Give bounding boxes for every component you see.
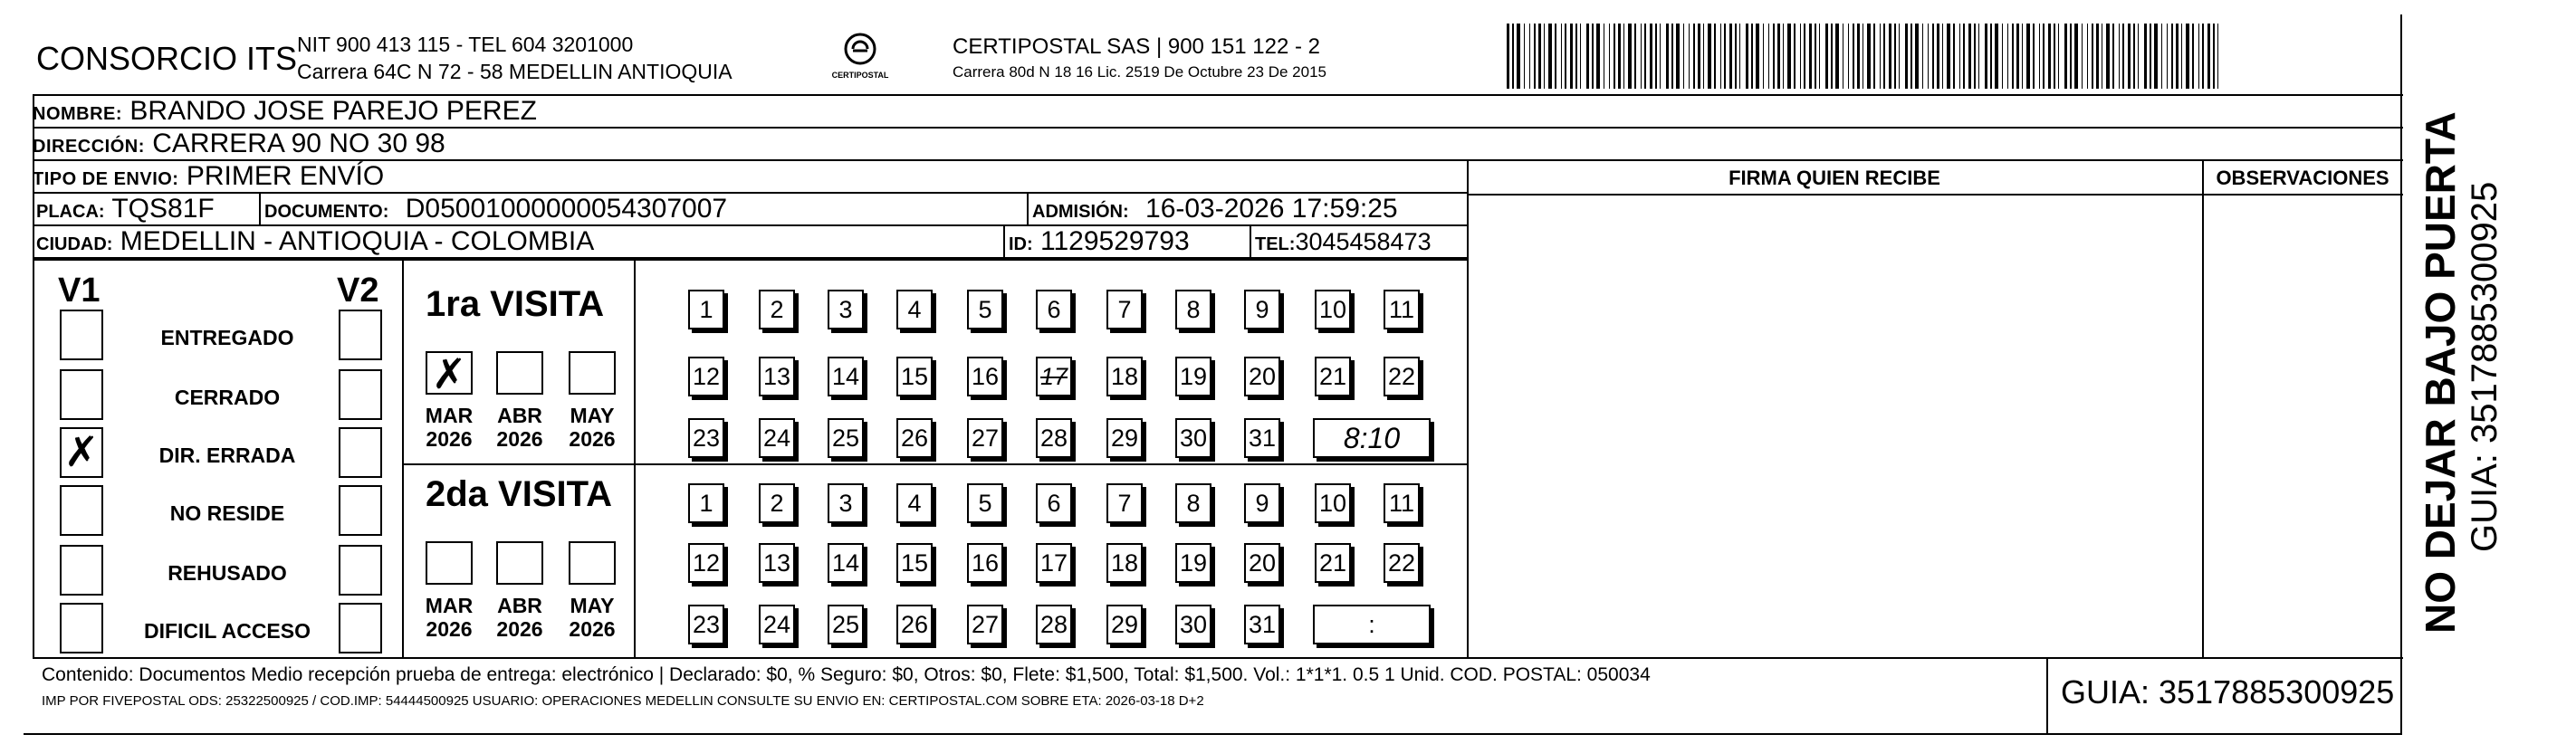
barcode-bar [1922,24,1923,89]
barcode-bar [2039,24,2040,89]
year-label: 2026 [569,617,616,641]
barcode-bar [2033,24,2035,89]
barcode-bar [2176,24,2179,89]
barcode-bar [2026,24,2030,89]
tipo-label: TIPO DE ENVIO: [33,169,179,189]
day-box-31[interactable]: 31 [1244,418,1280,458]
barcode-bar [2217,24,2218,89]
admision-value: 16-03-2026 17:59:25 [1145,194,1398,224]
day-box-9[interactable]: 9 [1244,483,1280,523]
id-value: 1129529793 [1040,226,1190,256]
month-checkbox[interactable] [426,351,473,395]
nombre-row [33,96,2403,129]
barcode-bar [1763,24,1764,89]
day-box-19[interactable]: 19 [1175,543,1211,583]
courier-info: CERTIPOSTAL SAS | 900 151 122 - 2 [953,34,1320,59]
day-box-15[interactable]: 15 [896,357,933,396]
time-box[interactable]: : [1313,605,1431,644]
day-box-18[interactable]: 18 [1106,357,1143,396]
day-box-9[interactable]: 9 [1244,290,1280,329]
status-option-label: CERRADO [174,386,281,409]
barcode-bar [2128,24,2131,89]
ciudad-cell [36,226,594,260]
v1-header: V1 [58,272,101,310]
barcode-bar [1787,24,1791,89]
barcode-bar [1985,24,1987,89]
barcode-bar [1666,24,1669,89]
barcode-bar [1751,24,1753,89]
ciudad-label: CIUDAD: [36,234,113,254]
barcode-bar [2064,24,2067,89]
admision-cell [1032,194,1398,227]
day-box-17[interactable]: 17 [1036,357,1072,396]
barcode-bar [1835,24,1839,89]
barcode-bar [2133,24,2135,89]
barcode-bar [1932,24,1934,89]
barcode-bar [2048,24,2051,89]
day-box-11[interactable]: 11 [1384,483,1420,523]
barcode-bar [1561,24,1562,89]
day-box-16[interactable]: 16 [967,543,1003,583]
direccion-label: DIRECCIÓN: [33,137,145,157]
month-label: ABR [497,404,542,427]
barcode-bar [1773,24,1775,89]
logo-caption: CERTIPOSTAL [831,71,889,80]
barcode-bar [1555,24,1556,89]
certipostal-logo-icon [831,31,889,83]
barcode-bar [2198,24,2199,89]
barcode-bar [1655,24,1657,89]
company-nit: NIT 900 413 115 - TEL 604 3201000 [297,33,634,56]
nombre-value: BRANDO JOSE PAREJO PEREZ [129,96,537,126]
direccion-row [33,129,2403,161]
barcode-bar [1857,24,1860,89]
company-address: Carrera 64C N 72 - 58 MEDELLIN ANTIOQUIA [297,60,733,83]
barcode-bar [1848,24,1849,89]
barcode-bar [2161,24,2162,89]
barcode-bar [1894,24,1896,89]
barcode-bar [2007,24,2008,89]
barcode-bar [2150,24,2151,89]
barcode-bar [1548,24,1552,89]
day-box-8[interactable]: 8 [1175,290,1211,329]
year-label: 2026 [496,427,543,451]
barcode-bar [1800,24,1801,89]
tipo-value: PRIMER ENVÍO [186,161,385,191]
barcode-bar [1529,24,1530,89]
day-box-10[interactable]: 10 [1315,483,1351,523]
barcode-bar [1524,24,1525,89]
v1-checkbox[interactable] [60,369,103,420]
barcode-bar [1534,24,1536,89]
barcode-bar [1676,24,1680,89]
barcode-bar [1910,24,1912,89]
barcode-bar [2054,24,2055,89]
barcode-bar [2144,24,2147,89]
day-box-12[interactable]: 12 [688,357,724,396]
day-box-30[interactable]: 30 [1175,605,1211,644]
day-box-6[interactable]: 6 [1036,290,1072,329]
v1-checkbox[interactable] [60,603,103,653]
day-box-1[interactable]: 1 [688,483,724,523]
barcode-bar [1809,24,1812,89]
day-box-17[interactable]: 17 [1036,543,1072,583]
barcode-bar [1538,24,1541,89]
barcode-bar [1825,24,1828,89]
barcode-bar [1819,24,1820,89]
v2-checkbox[interactable] [339,310,382,360]
footer-imp: IMP POR FIVEPOSTAL ODS: 25322500925 / COD.IMP: 54444500925 USUARIO: OPERACIONES MEDELLIN CONSULTE SU ENVIO EN: CERTIPOSTAL.COM SOBRE ETA: 2026-03-18 D+2 [42,693,1204,709]
barcode-bar [1873,24,1875,89]
barcode-bar [1889,24,1891,89]
barcode-bar [2087,24,2088,89]
year-label: 2026 [426,617,473,641]
barcode-bar [2119,24,2120,89]
admision-label: ADMISIÓN: [1032,202,1129,222]
barcode-bar [2112,24,2114,89]
placa-value: TQS81F [111,194,215,224]
footer-content: Contenido: Documentos Medio recepción prueba de entrega: electrónico | Declarado: $0, % Seguro: $0, Otros: $0, Flete: $1,500, Total: $1,500. Vol.: 1*1*1. 0.5 1 Unid. COD. POSTAL: 050034 [42,664,1651,685]
day-box-8[interactable]: 8 [1175,483,1211,523]
barcode-bar [1570,24,1573,89]
check-mark-icon: ✗ [431,350,467,397]
barcode [1503,24,2227,89]
day-box-26[interactable]: 26 [896,418,933,458]
day-box-3[interactable]: 3 [828,483,864,523]
barcode-bar [1623,24,1624,89]
day-box-12[interactable]: 12 [688,543,724,583]
courier-license: Carrera 80d N 18 16 Lic. 2519 De Octubre 23 De 2015 [953,63,1326,81]
documento-cell [264,194,727,227]
v1-checkbox[interactable] [60,545,103,596]
year-label: 2026 [496,617,543,641]
time-box[interactable]: 8:10 [1313,418,1431,458]
status-option-label: ENTREGADO [160,326,294,349]
barcode-bar [2106,24,2110,89]
barcode-bar [1953,24,1955,89]
day-box-28[interactable]: 28 [1036,605,1072,644]
barcode-bar [2022,24,2023,89]
day-box-28[interactable]: 28 [1036,418,1072,458]
placa-label: PLACA: [36,202,105,222]
barcode-bar [2082,24,2083,89]
barcode-bar [1724,24,1726,89]
observaciones-area[interactable] [2204,196,2401,655]
day-box-15[interactable]: 15 [896,543,933,583]
barcode-bar [2002,24,2003,89]
day-box-20[interactable]: 20 [1244,357,1280,396]
barcode-bar [1883,24,1885,89]
barcode-bar [1942,24,1943,89]
documento-label: DOCUMENTO: [264,202,389,222]
status-option-label: REHUSADO [168,561,287,585]
barcode-bar [2074,24,2078,89]
placa-cell [36,194,215,227]
barcode-bar [1990,24,1992,89]
barcode-bar [1714,24,1716,89]
barcode-bar [1618,24,1621,89]
barcode-bar [2070,24,2072,89]
barcode-bar [2154,24,2158,89]
barcode-bar [1974,24,1976,89]
id-cell [1009,226,1190,260]
barcode-bar [1783,24,1784,89]
day-box-16[interactable]: 16 [967,357,1003,396]
barcode-bar [1660,24,1661,89]
ciudad-value: MEDELLIN - ANTIOQUIA - COLOMBIA [120,226,595,256]
day-box-13[interactable]: 13 [759,543,795,583]
check-mark-icon: ✗ [63,428,100,475]
barcode-bar [1853,24,1854,89]
month-checkbox[interactable] [569,351,616,395]
barcode-bar [2058,24,2059,89]
day-box-4[interactable]: 4 [896,290,933,329]
day-box-11[interactable]: 11 [1384,290,1420,329]
barcode-bar [2192,24,2194,89]
barcode-bar [1794,24,1796,89]
day-box-27[interactable]: 27 [967,605,1003,644]
day-box-20[interactable]: 20 [1244,543,1280,583]
day-box-27[interactable]: 27 [967,418,1003,458]
barcode-bar [1968,24,1971,89]
status-option-label: DIR. ERRADA [158,444,296,467]
day-box-31[interactable]: 31 [1244,605,1280,644]
v2-checkbox[interactable] [339,545,382,596]
day-box-3[interactable]: 3 [828,290,864,329]
barcode-bar [1580,24,1581,89]
barcode-bar [1963,24,1965,89]
barcode-bar [2122,24,2124,89]
first-visit-title: 1ra VISITA [426,284,605,324]
day-box-29[interactable]: 29 [1106,605,1143,644]
day-box-1[interactable]: 1 [688,290,724,329]
month-label: MAR [425,404,474,427]
barcode-bar [1880,24,1881,89]
barcode-bar [2096,24,2099,89]
month-label: MAR [425,594,474,617]
barcode-bar [1804,24,1805,89]
day-box-21[interactable]: 21 [1315,357,1351,396]
day-box-14[interactable]: 14 [828,357,864,396]
barcode-bar [1937,24,1939,89]
barcode-bar [1739,24,1740,89]
barcode-bar [1708,24,1711,89]
day-box-10[interactable]: 10 [1315,290,1351,329]
barcode-bar [2207,24,2210,89]
footer-guia: GUIA: 3517885300925 [2061,673,2395,711]
month-label: MAY [570,594,615,617]
tipo-row [33,161,1469,194]
barcode-bar [1995,24,1998,89]
day-box-2[interactable]: 2 [759,290,795,329]
second-visit-title: 2da VISITA [426,474,612,514]
month-checkbox[interactable] [496,541,543,585]
firma-header: FIRMA QUIEN RECIBE [1729,167,1940,189]
barcode-bar [1671,24,1673,89]
barcode-bar [1586,24,1589,89]
v1-checkbox[interactable] [60,485,103,536]
barcode-bar [1512,24,1514,89]
barcode-bar [1735,24,1737,89]
barcode-bar [1683,24,1684,89]
barcode-bar [2171,24,2173,89]
day-box-5[interactable]: 5 [967,483,1003,523]
side-guia: GUIA: 3517885300925 [2465,181,2504,552]
v1-checkbox[interactable] [60,427,103,478]
barcode-bar [1693,24,1695,89]
firma-area[interactable] [1469,196,2200,655]
barcode-bar [1815,24,1816,89]
barcode-bar [1698,24,1700,89]
v2-header: V2 [337,272,379,310]
day-box-24[interactable]: 24 [759,418,795,458]
barcode-bar [1703,24,1704,89]
status-option-label: NO RESIDE [169,501,285,525]
barcode-bar [1544,24,1545,89]
barcode-bar [1959,24,1960,89]
barcode-bar [1614,24,1615,89]
v2-checkbox[interactable] [339,485,382,536]
barcode-bar [1628,24,1632,89]
barcode-bar [1644,24,1646,89]
day-box-22[interactable]: 22 [1384,543,1420,583]
barcode-bar [1641,24,1642,89]
barcode-bar [2186,24,2189,89]
barcode-bar [1507,24,1509,89]
day-box-2[interactable]: 2 [759,483,795,523]
barcode-bar [1928,24,1929,89]
barcode-bar [1650,24,1652,89]
id-label: ID: [1009,234,1033,254]
day-box-25[interactable]: 25 [828,418,864,458]
status-option-label: DIFICIL ACCESO [143,619,311,643]
barcode-bar [1609,24,1610,89]
day-box-29[interactable]: 29 [1106,418,1143,458]
nombre-label: NOMBRE: [33,104,123,124]
documento-value: D05001000000054307007 [405,194,728,224]
barcode-bar [1720,24,1721,89]
barcode-bar [2092,24,2093,89]
day-box-23[interactable]: 23 [688,418,724,458]
day-box-30[interactable]: 30 [1175,418,1211,458]
day-box-13[interactable]: 13 [759,357,795,396]
barcode-bar [1729,24,1732,89]
v2-checkbox[interactable] [339,603,382,653]
year-label: 2026 [569,427,616,451]
day-box-4[interactable]: 4 [896,483,933,523]
v2-checkbox[interactable] [339,369,382,420]
barcode-bar [1899,24,1900,89]
month-checkbox[interactable] [426,541,473,585]
month-checkbox[interactable] [496,351,543,395]
day-box-7[interactable]: 7 [1106,483,1143,523]
month-label: MAY [570,404,615,427]
tel-value: 3045458473 [1295,228,1432,255]
year-label: 2026 [426,427,473,451]
barcode-bar [2138,24,2139,89]
v1-checkbox[interactable] [60,310,103,360]
observaciones-header: OBSERVACIONES [2216,167,2389,189]
month-checkbox[interactable] [569,541,616,585]
tel-cell [1255,226,1432,260]
barcode-bar [1978,24,1979,89]
side-warning: NO DEJAR BAJO PUERTA [2417,111,2464,634]
barcode-bar [2167,24,2168,89]
barcode-bar [1777,24,1780,89]
day-box-14[interactable]: 14 [828,543,864,583]
day-box-19[interactable]: 19 [1175,357,1211,396]
barcode-bar [1756,24,1759,89]
barcode-bar [1565,24,1566,89]
day-box-21[interactable]: 21 [1315,543,1351,583]
barcode-bar [1831,24,1833,89]
barcode-bar [2202,24,2204,89]
v2-checkbox[interactable] [339,427,382,478]
day-box-26[interactable]: 26 [896,605,933,644]
barcode-bar [2012,24,2014,89]
barcode-bar [2181,24,2182,89]
barcode-bar [1517,24,1520,89]
day-box-24[interactable]: 24 [759,605,795,644]
barcode-bar [1592,24,1594,89]
barcode-bar [1947,24,1950,89]
barcode-bar [2213,24,2215,89]
day-box-18[interactable]: 18 [1106,543,1143,583]
day-box-6[interactable]: 6 [1036,483,1072,523]
barcode-bar [1689,24,1690,89]
barcode-bar [2043,24,2045,89]
month-label: ABR [497,594,542,617]
company-name: CONSORCIO ITS [36,40,298,77]
barcode-bar [1634,24,1636,89]
barcode-bar [1596,24,1600,89]
day-box-7[interactable]: 7 [1106,290,1143,329]
day-box-5[interactable]: 5 [967,290,1003,329]
direccion-value: CARRERA 90 NO 30 98 [152,129,445,158]
day-box-23[interactable]: 23 [688,605,724,644]
barcode-bar [1746,24,1748,89]
barcode-bar [1915,24,1919,89]
barcode-bar [2016,24,2019,89]
tel-label: TEL: [1255,234,1296,254]
day-box-25[interactable]: 25 [828,605,864,644]
barcode-bar [1905,24,1908,89]
barcode-bar [1867,24,1871,89]
day-box-22[interactable]: 22 [1384,357,1420,396]
barcode-bar [1768,24,1769,89]
barcode-bar [1575,24,1577,89]
